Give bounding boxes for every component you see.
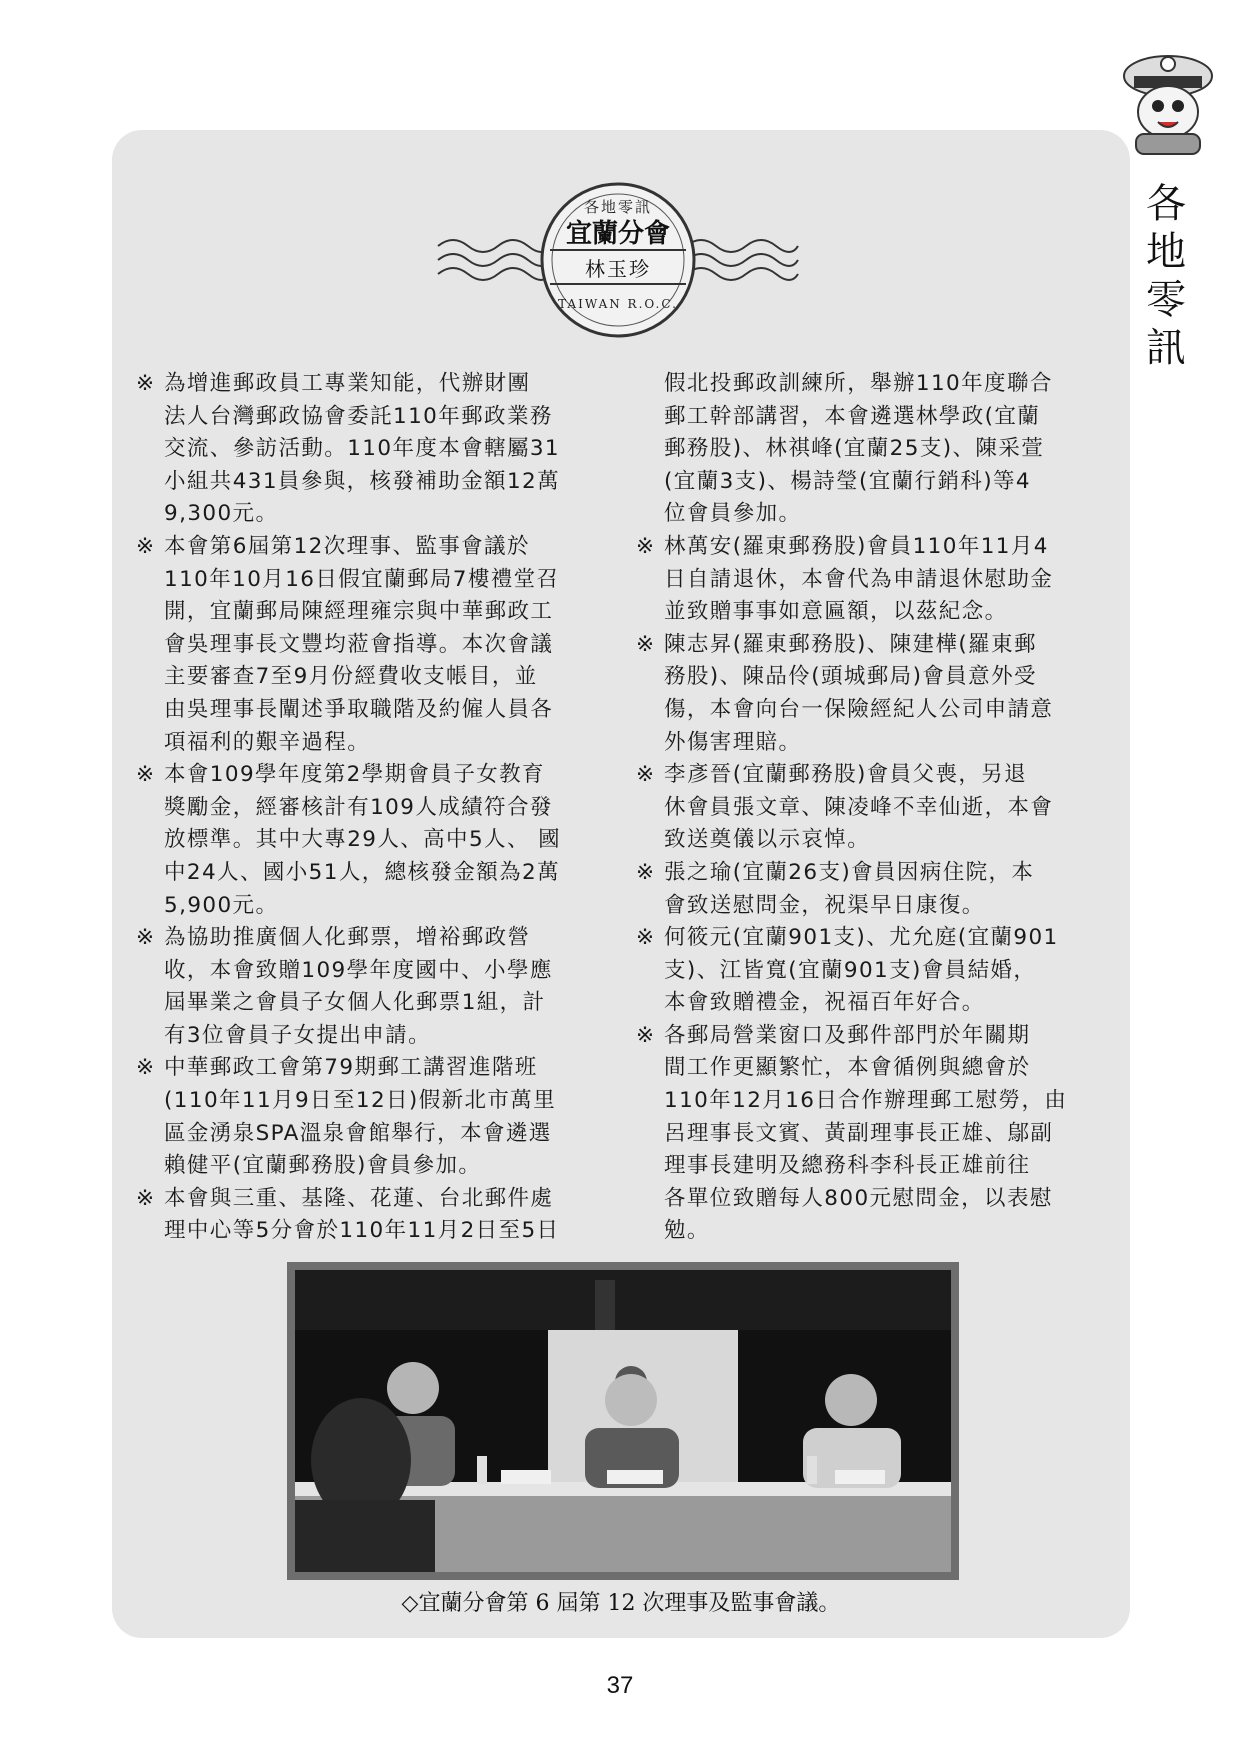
item-line: 各單位致贈每人800元慰問金，以表慰 [664,1185,1053,1211]
item-line: 開，宜蘭郵局陳經理雍宗與中華郵政工 [164,599,554,625]
item-line: 陳志昇(羅東郵務股)、陳建樺(羅東郵 [664,631,1037,657]
meeting-photo-image [295,1270,951,1572]
item-line: 小組共431員參與，核發補助金額12萬 [164,468,560,494]
item-line: 李彥晉(宜蘭郵務股)會員父喪，另退 [664,762,1028,788]
item-line: 110年10月16日假宜蘭郵局7樓禮堂召 [164,566,560,592]
news-item [636,857,1110,890]
bullet-mark: ※ [636,1022,656,1048]
item-line: 務股)、陳品伶(頭城郵局)會員意外受 [664,664,1037,690]
item-line: 勉。 [664,1218,710,1244]
right-column [636,368,1110,1248]
news-item [136,922,606,955]
news-item [636,1020,1110,1053]
item-line: 郵工幹部講習，本會遴選林學政(宜蘭 [664,403,1041,429]
item-line: 支)、江皆寬(宜蘭901支)會員結婚， [664,957,1037,983]
bullet-mark: ※ [636,533,656,559]
postman-mascot-icon [1118,46,1218,156]
stamp-top-text: 各地零訊 [583,198,653,216]
section-title-char: 零 [1146,277,1186,323]
bullet-mark: ※ [636,762,656,788]
item-line: 放標準。其中大專29人、高中5人、 國 [164,827,561,853]
item-line: 110年12月16日合作辦理郵工慰勞，由 [664,1088,1068,1114]
item-line: 日自請退休，本會代為申請退休慰助金 [664,566,1054,592]
news-item [136,759,606,792]
item-line: 本會第6屆第12次理事、監事會議於 [164,533,530,559]
item-line: 致送奠儀以示哀悼。 [664,827,871,853]
bullet-mark: ※ [136,371,156,396]
news-item [136,368,606,401]
item-line: 5,900元。 [164,892,279,918]
item-line: 法人台灣郵政協會委託110年郵政業務 [164,403,553,429]
bullet-mark: ※ [136,1055,156,1081]
item-line: 中華郵政工會第79期郵工講習進階班 [164,1055,538,1081]
item-line: 各郵局營業窗口及郵件部門於年關期 [664,1022,1031,1048]
item-line: 會致送慰問金，祝渠早日康復。 [664,892,985,918]
section-title-char: 訊 [1146,325,1186,371]
stamp-author: 林玉珍 [585,257,651,281]
meeting-photo [287,1262,959,1580]
news-item [136,1052,606,1085]
item-line: (宜蘭3支)、楊詩瑩(宜蘭行銷科)等4 [664,468,1032,494]
stamp-branch-name: 宜蘭分會 [565,219,671,249]
item-line: 本會致贈禮金，祝福百年好合。 [664,990,985,1016]
section-title-char: 地 [1146,229,1186,275]
item-line: 賴健平(宜蘭郵務股)會員參加。 [164,1153,482,1179]
item-line: 交流、參訪活動。110年度本會轄屬31 [164,436,560,462]
photo-caption: ◇宜蘭分會第 6 屆第 12 次理事及監事會議。 [401,1591,841,1616]
item-line: 外傷害理賠。 [664,729,802,755]
item-line: 本會109學年度第2學期會員子女教育 [164,762,545,788]
section-title [1136,180,1196,372]
item-line: 理中心等5分會於110年11月2日至5日 [164,1218,560,1244]
item-line: 收，本會致贈109學年度國中、小學應 [164,957,553,983]
item-line: 位會員參加。 [664,501,802,527]
item-line: 獎勵金，經審核計有109人成績符合發 [164,794,553,820]
item-line: 為協助推廣個人化郵票，增裕郵政營 [164,925,531,951]
item-line: 會吳理事長文豐均蒞會指導。本次會議 [164,631,554,657]
item-line: 理事長建明及總務科李科長正雄前往 [664,1153,1031,1179]
item-line: 屆畢業之會員子女個人化郵票1組，計 [164,990,546,1016]
item-line: 郵務股)、林祺峰(宜蘭25支)、陳采萱 [664,436,1045,462]
item-line: 主要審查7至9月份經費收支帳目，並 [164,664,538,690]
news-item [636,922,1110,955]
item-line: 林萬安(羅東郵務股)會員110年11月4 [664,533,1049,559]
item-line: (110年11月9日至12日)假新北市萬里 [164,1088,557,1114]
news-item [136,531,606,564]
section-title-char: 各 [1146,181,1186,227]
item-line: 中24人、國小51人，總核發金額為2萬 [164,859,560,885]
item-line: 9,300元。 [164,501,279,527]
news-item [636,531,1110,564]
postmark-stamp [428,180,808,340]
item-line: 本會與三重、基隆、花蓮、台北郵件處 [164,1185,554,1211]
item-line: 間工作更顯繁忙，本會循例與總會於 [664,1055,1031,1081]
bullet-mark: ※ [136,762,156,788]
item-line: 有3位會員子女提出申請。 [164,1022,431,1048]
item-line: 項福利的艱辛過程。 [164,729,371,755]
bullet-mark: ※ [636,859,656,885]
bullet-mark: ※ [636,631,656,657]
item-line: 張之瑜(宜蘭26支)會員因病住院，本 [664,859,1035,885]
item-line: 傷，本會向台一保險經紀人公司申請意 [664,696,1054,722]
item-line: 並致贈事事如意匾額，以茲紀念。 [664,599,1008,625]
news-item [636,759,1110,792]
item-line: 休會員張文章、陳凌峰不幸仙逝，本會 [664,794,1054,820]
page-number: 37 [606,1672,634,1699]
item-line: 區金湧泉SPA溫泉會館舉行，本會遴選 [164,1120,552,1146]
item-line: 呂理事長文賓、黃副理事長正雄、鄔副 [664,1120,1054,1146]
item-line: 假北投郵政訓練所，舉辦110年度聯合 [664,371,1053,396]
bullet-mark: ※ [136,1185,156,1211]
news-item [636,629,1110,662]
bullet-mark: ※ [636,925,656,951]
item-line: 何筱元(宜蘭901支)、尤允庭(宜蘭901 [664,925,1059,951]
item-line: 由吳理事長闡述爭取職階及約僱人員各 [164,696,554,722]
bullet-mark: ※ [136,925,156,951]
left-column [136,368,606,1248]
news-item [136,1183,606,1216]
item-line: 為增進郵政員工專業知能，代辦財團 [164,371,531,396]
bullet-mark: ※ [136,533,156,559]
stamp-bottom-text: TAIWAN R.O.C. [558,297,678,311]
